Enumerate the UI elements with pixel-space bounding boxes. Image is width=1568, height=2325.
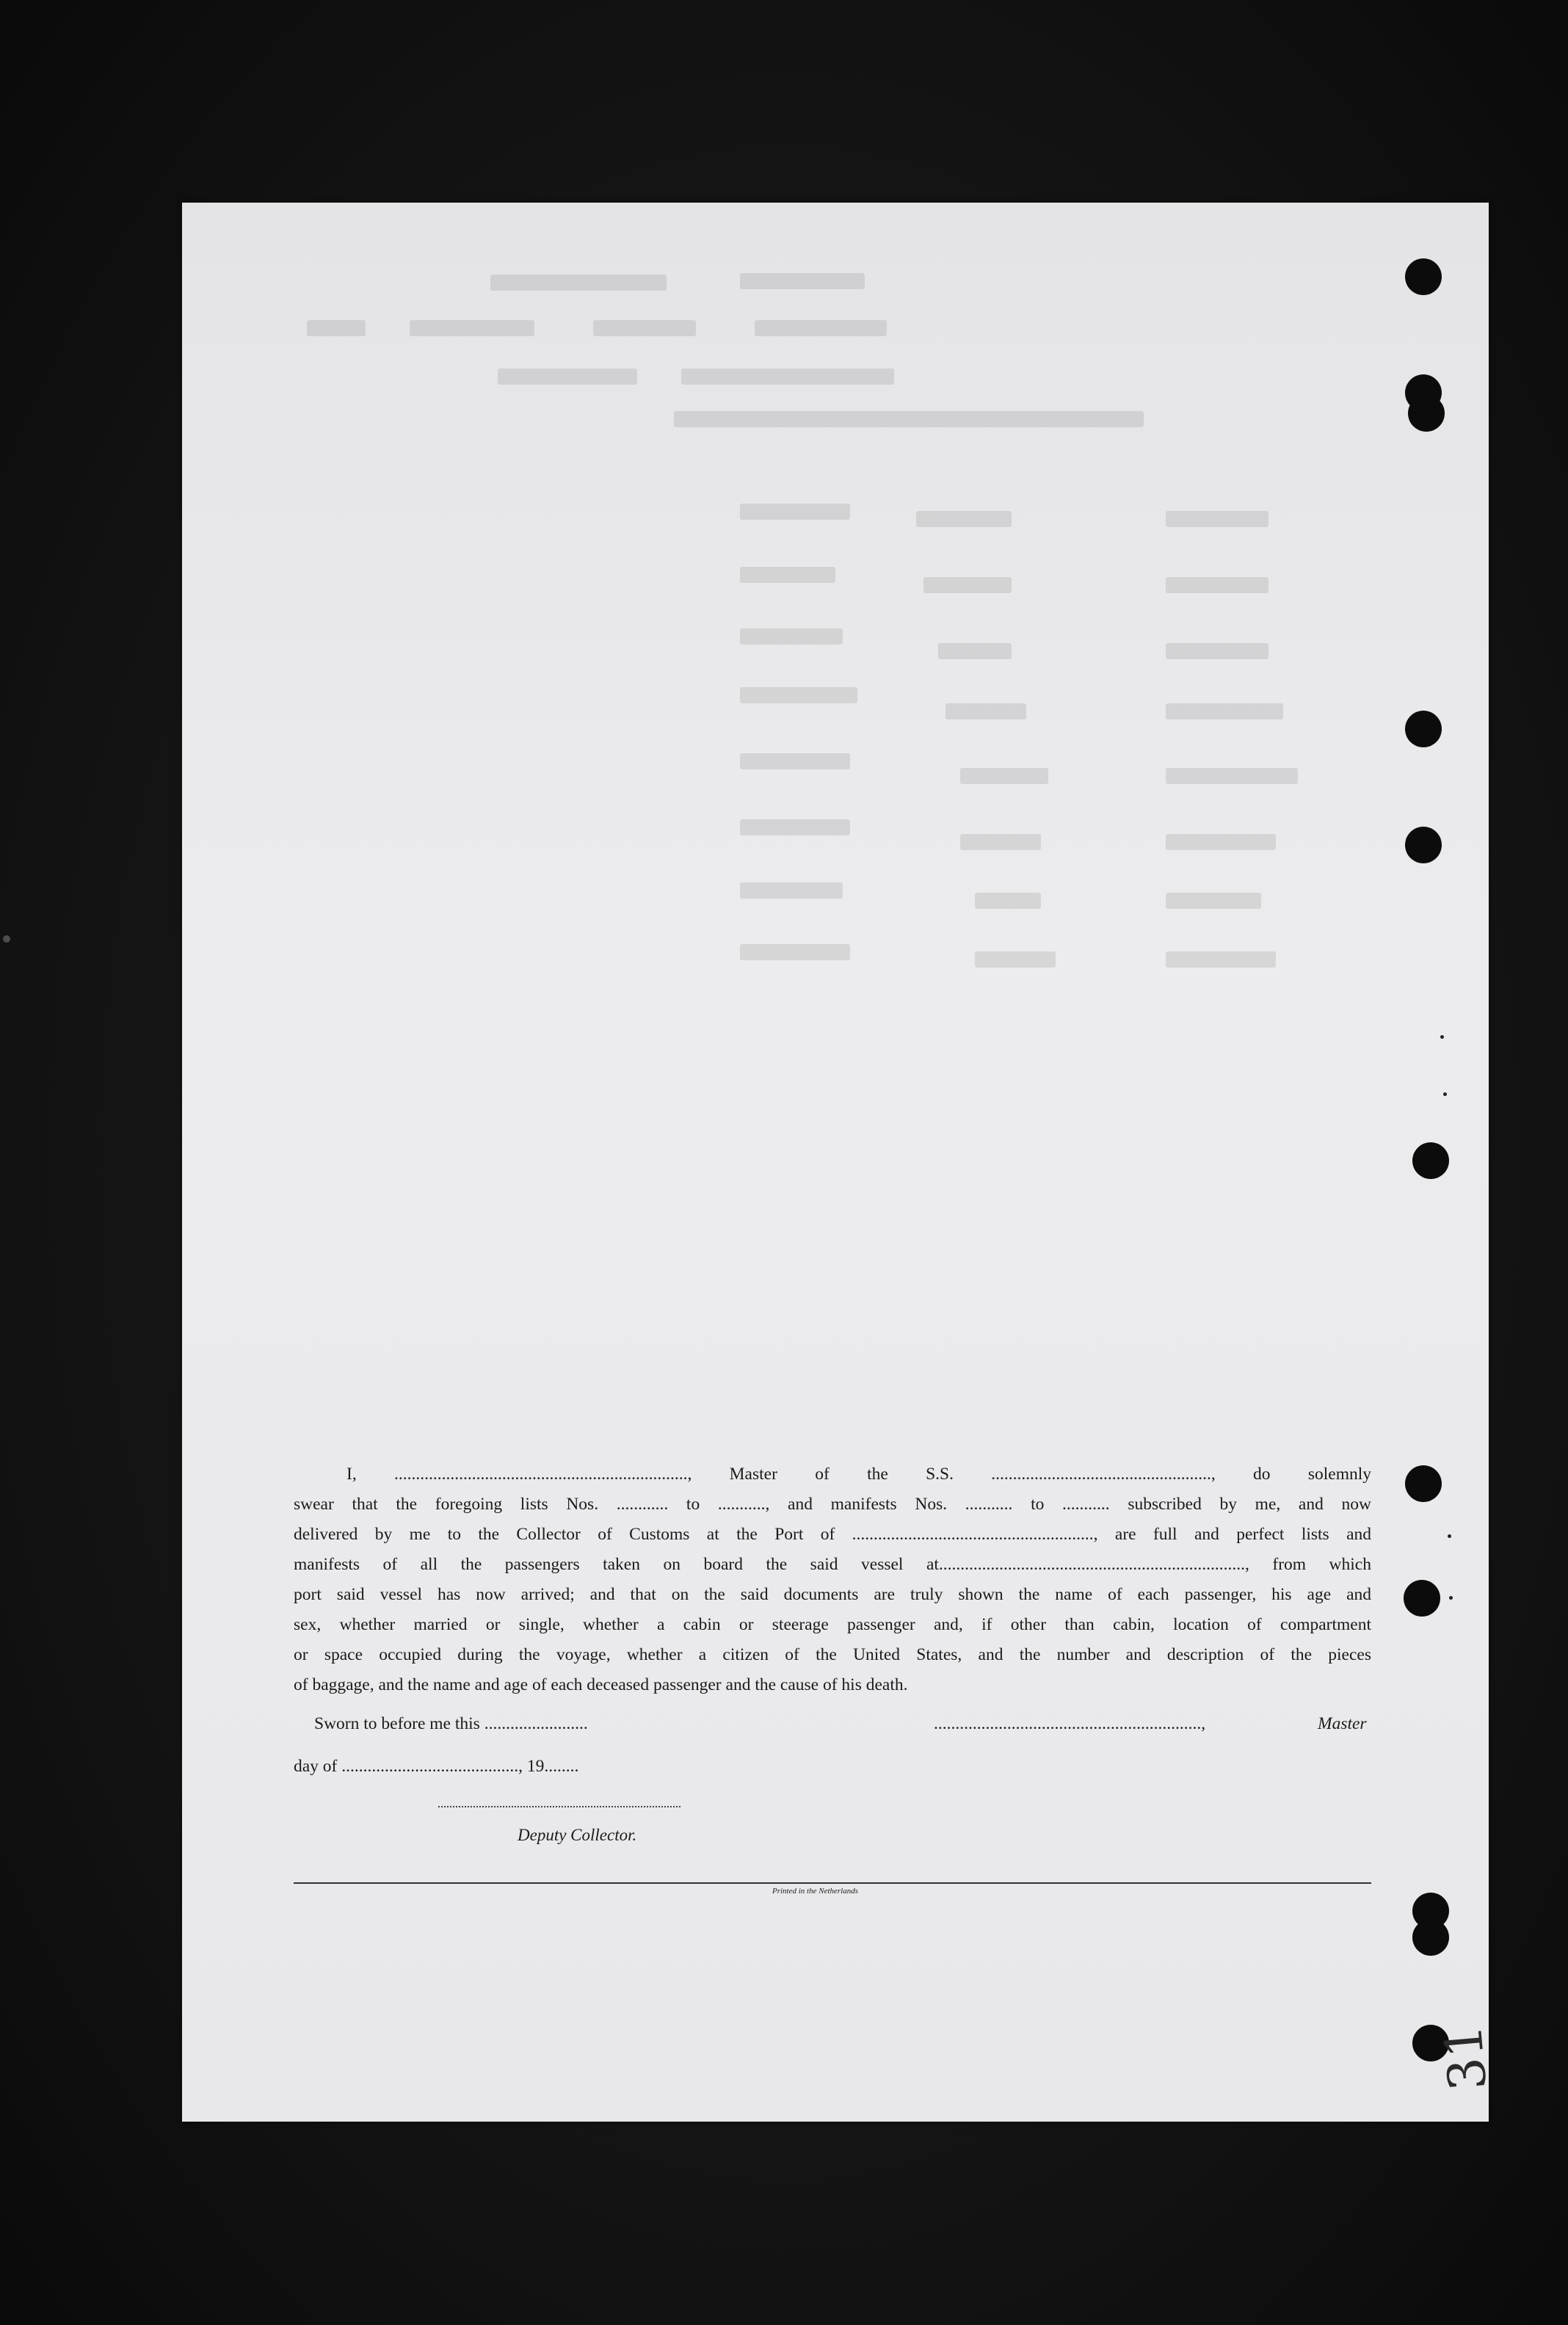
- punch-hole: [1408, 395, 1445, 432]
- oath-line-4: manifests of all the passengers taken on board the said vessel at......................................................................., from which: [294, 1555, 1371, 1574]
- oath-line-5: port said vessel has now arrived; and that on the said documents are truly shown the name of each passenger, his age and: [294, 1585, 1371, 1604]
- master-signature-line: ..............................................................,: [934, 1714, 1206, 1733]
- oath-line-1: I, ...................................................................., Master of the S.S. ..................................................., do solemnly: [346, 1465, 1371, 1484]
- punch-hole: [1404, 1580, 1440, 1617]
- master-label: Master: [1318, 1714, 1367, 1733]
- oath-line-8: of baggage, and the name and age of each deceased passenger and the cause of his death.: [294, 1675, 908, 1694]
- oath-line-7: or space occupied during the voyage, whether a citizen of the United States, and the number and description of the pieces: [294, 1645, 1371, 1664]
- day-of-text: day of ........................................., 19........: [294, 1757, 579, 1776]
- printed-note: Printed in the Netherlands: [772, 1887, 859, 1896]
- punch-hole: [1405, 827, 1442, 863]
- footer-rule: [294, 1882, 1371, 1884]
- punch-hole: [1412, 1142, 1449, 1179]
- deputy-signature-line: [438, 1806, 680, 1807]
- speck: [1449, 1596, 1453, 1600]
- sworn-text: Sworn to before me this ........................: [314, 1714, 588, 1733]
- edge-mark: [3, 935, 10, 943]
- speck: [1440, 1035, 1444, 1039]
- punch-hole: [1405, 1465, 1442, 1502]
- oath-line-2: swear that the foregoing lists Nos. ............ to ..........., and manifests Nos. ........... to ........... subscribed by me, and now: [294, 1495, 1371, 1514]
- manifest-page: [182, 203, 1489, 2122]
- punch-hole: [1412, 1919, 1449, 1956]
- oath-line-6: sex, whether married or single, whether a cabin or steerage passenger and, if other than cabin, location of compartment: [294, 1615, 1371, 1634]
- bleed-through: [182, 203, 1489, 1040]
- oath-line-3: delivered by me to the Collector of Customs at the Port of ........................................................, are full and perfect lists and: [294, 1525, 1371, 1544]
- speck: [1443, 1092, 1447, 1096]
- speck: [1448, 1534, 1451, 1538]
- punch-hole: [1405, 711, 1442, 747]
- handwritten-page-number: 31: [1432, 2023, 1499, 2093]
- oath-paragraph: [294, 1459, 1371, 1700]
- punch-hole: [1405, 258, 1442, 295]
- deputy-collector-label: Deputy Collector.: [518, 1826, 637, 1844]
